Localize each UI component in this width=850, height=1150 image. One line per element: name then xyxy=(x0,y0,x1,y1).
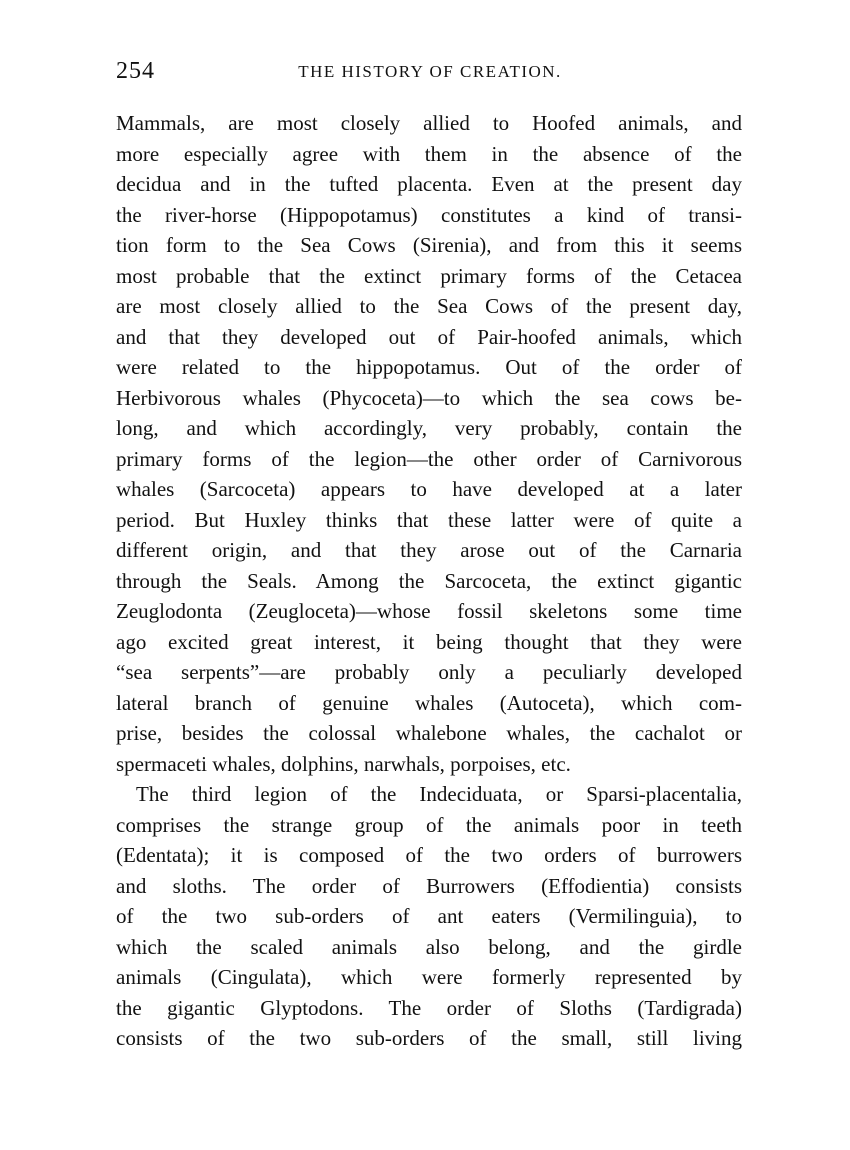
text-line: the river-horse (Hippopotamus) constitutes a kind of transi- xyxy=(116,202,742,227)
text-line: decidua and in the tufted placenta. Even at the present day xyxy=(116,172,742,196)
text-line: most probable that the extinct primary forms of the Cetacea xyxy=(116,263,742,288)
paragraph-end-line: spermaceti whales, dolphins, narwhals, porpoises, etc. xyxy=(116,751,571,776)
text-line: period. But Huxley thinks that these latter were of quite a xyxy=(116,507,742,532)
text-line: tion form to the Sea Cows (Sirenia), and from this it seems xyxy=(116,233,742,257)
text-line: different origin, and that they arose out of the Carnaria xyxy=(116,538,742,562)
text-line: consists of the two sub-orders of the small, still living xyxy=(116,1026,742,1050)
text-line: Mammals, are most closely allied to Hoofed animals, and xyxy=(116,111,742,135)
text-line: are most closely allied to the Sea Cows of the present day, xyxy=(116,294,742,318)
text-line: whales (Sarcoceta) appears to have developed at a later xyxy=(116,477,742,501)
text-line: long, and which accordingly, very probably, contain the xyxy=(116,416,742,440)
text-line: were related to the hippopotamus. Out of the order of xyxy=(116,355,742,379)
paragraph-start-line: The third legion of the Indeciduata, or Sparsi-placentalia, xyxy=(136,782,742,806)
text-line: prise, besides the colossal whalebone whales, the cachalot or xyxy=(116,721,742,745)
text-line: ago excited great interest, it being thought that they were xyxy=(116,629,742,654)
body-text xyxy=(116,108,742,1054)
text-line: comprises the strange group of the animals poor in teeth xyxy=(116,812,742,837)
text-line: animals (Cingulata), which were formerly represented by xyxy=(116,965,742,989)
running-title: THE HISTORY OF CREATION. xyxy=(298,62,562,81)
text-line: primary forms of the legion—the other order of Carnivorous xyxy=(116,446,742,471)
text-line: of the two sub-orders of ant eaters (Vermilinguia), to xyxy=(116,904,742,928)
text-line: Zeuglodonta (Zeugloceta)—whose fossil skeletons some time xyxy=(116,599,742,623)
page-header xyxy=(116,58,744,88)
text-line: and sloths. The order of Burrowers (Effodientia) consists xyxy=(116,873,742,898)
text-line: which the scaled animals also belong, and the girdle xyxy=(116,934,742,959)
text-line: (Edentata); it is composed of the two orders of burrowers xyxy=(116,843,742,867)
page-number: 254 xyxy=(116,58,155,84)
text-line: Herbivorous whales (Phycoceta)—to which the sea cows be- xyxy=(116,385,742,410)
text-line: through the Seals. Among the Sarcoceta, the extinct gigantic xyxy=(116,568,742,593)
text-line: and that they developed out of Pair-hoofed animals, which xyxy=(116,324,742,349)
text-line: the gigantic Glyptodons. The order of Sloths (Tardigrada) xyxy=(116,995,742,1020)
text-line: lateral branch of genuine whales (Autoceta), which com- xyxy=(116,690,742,715)
text-line: “sea serpents”—are probably only a peculiarly developed xyxy=(116,660,742,684)
text-line: more especially agree with them in the absence of the xyxy=(116,141,742,166)
